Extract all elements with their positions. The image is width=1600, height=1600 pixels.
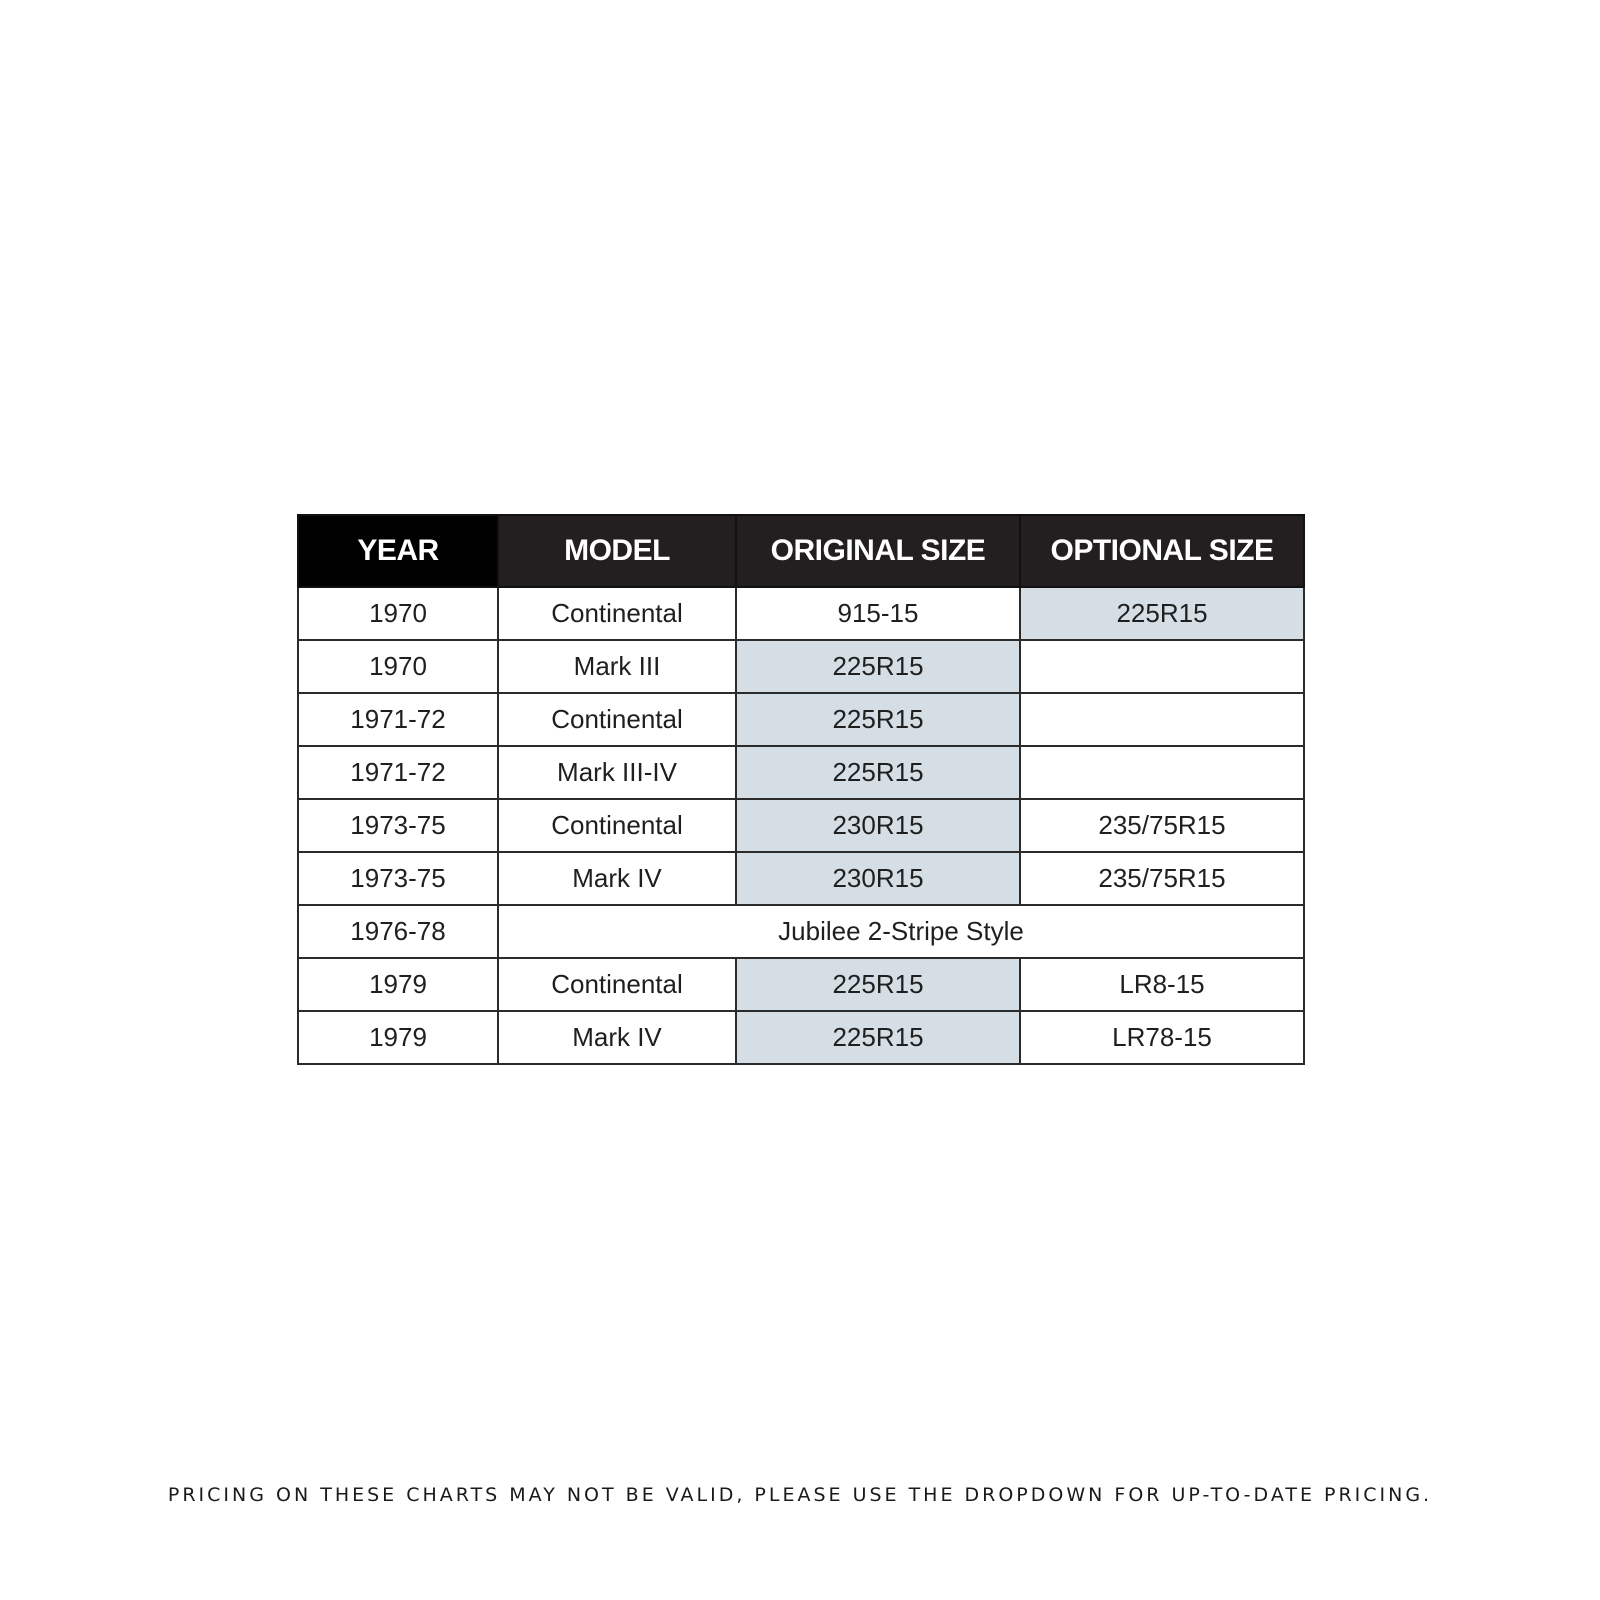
- optional-size-cell: [1020, 640, 1304, 693]
- model-cell: Mark III-IV: [498, 746, 736, 799]
- model-cell: Mark IV: [498, 852, 736, 905]
- merged-style-cell: Jubilee 2-Stripe Style: [498, 905, 1304, 958]
- original-size-cell: 915-15: [736, 587, 1020, 640]
- year-cell: 1970: [298, 587, 498, 640]
- pricing-disclaimer: PRICING ON THESE CHARTS MAY NOT BE VALID, PLEASE USE THE DROPDOWN FOR UP-TO-DATE PRICING.: [167, 1484, 1433, 1506]
- original-size-cell: 225R15: [736, 958, 1020, 1011]
- year-cell: 1971-72: [298, 693, 498, 746]
- year-cell: 1979: [298, 1011, 498, 1064]
- original-size-cell: 225R15: [736, 640, 1020, 693]
- optional-size-cell: 235/75R15: [1020, 852, 1304, 905]
- optional-size-cell: [1020, 693, 1304, 746]
- table-row: [298, 693, 1304, 746]
- header-model: MODEL: [498, 515, 736, 587]
- header-original-size: ORIGINAL SIZE: [736, 515, 1020, 587]
- original-size-cell: 225R15: [736, 746, 1020, 799]
- table-row: [298, 1011, 1304, 1064]
- year-cell: 1979: [298, 958, 498, 1011]
- optional-size-cell: [1020, 746, 1304, 799]
- tire-size-table: [297, 514, 1305, 1065]
- table-row: [298, 746, 1304, 799]
- year-cell: 1973-75: [298, 852, 498, 905]
- table-row: [298, 640, 1304, 693]
- optional-size-cell: 235/75R15: [1020, 799, 1304, 852]
- header-year: YEAR: [298, 515, 498, 587]
- optional-size-cell: LR78-15: [1020, 1011, 1304, 1064]
- model-cell: Continental: [498, 693, 736, 746]
- table-row: [298, 587, 1304, 640]
- year-cell: 1971-72: [298, 746, 498, 799]
- tire-size-chart: [297, 514, 1303, 1065]
- model-cell: Mark III: [498, 640, 736, 693]
- model-cell: Continental: [498, 587, 736, 640]
- model-cell: Mark IV: [498, 1011, 736, 1064]
- table-row: [298, 799, 1304, 852]
- header-optional-size: OPTIONAL SIZE: [1020, 515, 1304, 587]
- optional-size-cell: 225R15: [1020, 587, 1304, 640]
- table-header-row: [298, 515, 1304, 587]
- original-size-cell: 230R15: [736, 852, 1020, 905]
- year-cell: 1973-75: [298, 799, 498, 852]
- year-cell: 1976-78: [298, 905, 498, 958]
- table-row: [298, 958, 1304, 1011]
- optional-size-cell: LR8-15: [1020, 958, 1304, 1011]
- model-cell: Continental: [498, 799, 736, 852]
- original-size-cell: 225R15: [736, 1011, 1020, 1064]
- model-cell: Continental: [498, 958, 736, 1011]
- year-cell: 1970: [298, 640, 498, 693]
- original-size-cell: 225R15: [736, 693, 1020, 746]
- table-row: [298, 852, 1304, 905]
- original-size-cell: 230R15: [736, 799, 1020, 852]
- table-row: [298, 905, 1304, 958]
